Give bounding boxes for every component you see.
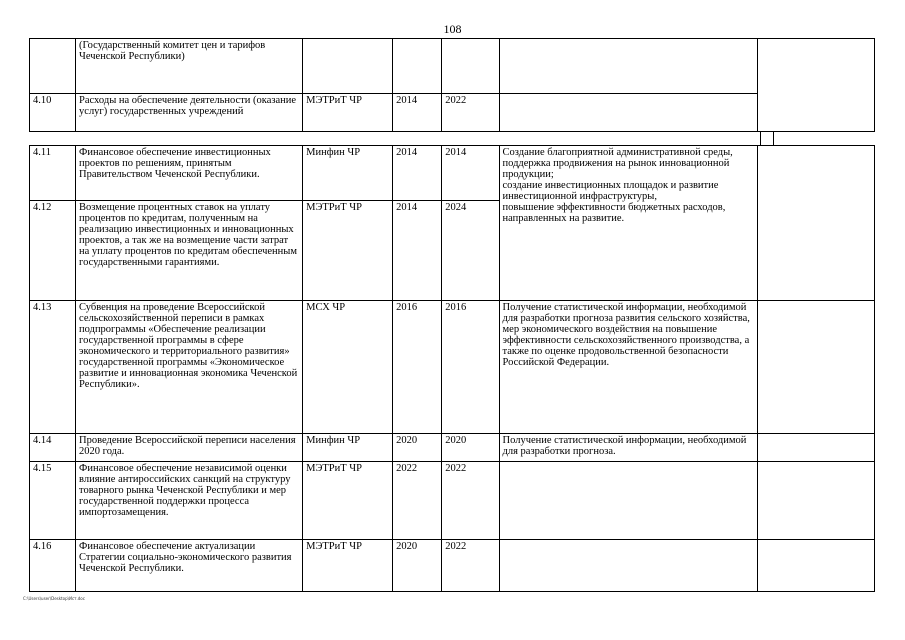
cell-end-year: 2020	[442, 434, 499, 462]
table-row-4-11	[30, 146, 875, 201]
cell-indicator	[758, 462, 875, 540]
table-row-4-14	[30, 434, 875, 462]
footer-file-path: C:\Users\user\Desktop\Ист.doc	[23, 596, 85, 601]
cell-start-year: 2016	[393, 301, 442, 434]
cell-start-year	[393, 39, 442, 94]
table-top	[29, 38, 875, 132]
cell-end-year: 2016	[442, 301, 499, 434]
cell-executor: МЭТРиТ ЧР	[303, 540, 393, 592]
cell-start-year: 2014	[393, 94, 442, 132]
cell-name: Возмещение процентных ставок на уплату процентов по кредитам, полученным на реализацию инвестиционных и инновационных проектов, а так же на возмещение части затрат на уплату процентов по кредитам обеспеченным государственными гарантиями.	[76, 201, 303, 301]
cell-indicator	[758, 146, 875, 301]
table-row-4-10	[30, 94, 875, 132]
cell-indicator	[758, 39, 875, 132]
cell-result: Получение статистической информации, необходимой для разработки прогноза развития сельского хозяйства, мер экономического воздействия на повышение эффективности сельскохозяйственного производства, а также по оценке продовольственной безопасности Российской Федерации.	[499, 301, 758, 434]
cell-start-year: 2022	[393, 462, 442, 540]
cell-start-year: 2014	[393, 146, 442, 201]
cell-executor: МСХ ЧР	[303, 301, 393, 434]
cell-result: Получение статистической информации, необходимой для разработки прогноза.	[499, 434, 758, 462]
table-row-continuation	[30, 39, 875, 94]
cell-result	[499, 39, 758, 94]
cell-result	[499, 540, 758, 592]
cell-result	[499, 94, 758, 132]
cell-name: Финансовое обеспечение независимой оценки влияние антироссийских санкций на структуру товарного рынка Чеченской Республики и мер государственной поддержки процесса импортозамещения.	[76, 462, 303, 540]
cell-result	[499, 462, 758, 540]
table-gap-marker	[760, 131, 774, 145]
cell-result: Создание благоприятной административной среды, поддержка продвижения на рынок инновационной продукции; создание инвестиционных площадок и развитие инвестиционной инфраструктуры, повышение эффективности бюджетных расходов, направленных на развитие.	[499, 146, 758, 301]
cell-start-year: 2020	[393, 434, 442, 462]
cell-num: 4.15	[30, 462, 76, 540]
cell-num: 4.13	[30, 301, 76, 434]
cell-indicator	[758, 301, 875, 434]
cell-indicator	[758, 434, 875, 462]
cell-name: Проведение Всероссийской переписи населения 2020 года.	[76, 434, 303, 462]
cell-executor: МЭТРиТ ЧР	[303, 201, 393, 301]
cell-num: 4.10	[30, 94, 76, 132]
cell-executor: Минфин ЧР	[303, 434, 393, 462]
cell-name: Субвенция на проведение Всероссийской сельскохозяйственной переписи в рамках подпрограммы «Обеспечение реализации государственной программы в сфере экономического и территориального развития» государственной программы «Экономическое развитие и инновационная экономика Чеченской Республики».	[76, 301, 303, 434]
cell-num	[30, 39, 76, 94]
cell-executor: МЭТРиТ ЧР	[303, 462, 393, 540]
cell-num: 4.12	[30, 201, 76, 301]
table-row-4-15	[30, 462, 875, 540]
cell-executor: МЭТРиТ ЧР	[303, 94, 393, 132]
cell-end-year: 2014	[442, 146, 499, 201]
page-number: 108	[443, 22, 462, 36]
cell-start-year: 2014	[393, 201, 442, 301]
table-main	[29, 145, 875, 592]
cell-name: (Государственный комитет цен и тарифов Чеченской Республики)	[76, 39, 303, 94]
table-row-4-16	[30, 540, 875, 592]
cell-name: Расходы на обеспечение деятельности (оказание услуг) государственных учреждений	[76, 94, 303, 132]
cell-executor: Минфин ЧР	[303, 146, 393, 201]
cell-end-year: 2024	[442, 201, 499, 301]
cell-indicator	[758, 540, 875, 592]
cell-num: 4.11	[30, 146, 76, 201]
cell-num: 4.14	[30, 434, 76, 462]
cell-start-year: 2020	[393, 540, 442, 592]
table-row-4-13	[30, 301, 875, 434]
cell-end-year: 2022	[442, 94, 499, 132]
cell-name: Финансовое обеспечение инвестиционных проектов по решениям, принятым Правительством Чеченской Республики.	[76, 146, 303, 201]
cell-num: 4.16	[30, 540, 76, 592]
cell-executor	[303, 39, 393, 94]
cell-end-year: 2022	[442, 540, 499, 592]
cell-end-year	[442, 39, 499, 94]
cell-end-year: 2022	[442, 462, 499, 540]
cell-name: Финансовое обеспечение актуализации Стратегии социально-экономического развития Чеченской Республики.	[76, 540, 303, 592]
